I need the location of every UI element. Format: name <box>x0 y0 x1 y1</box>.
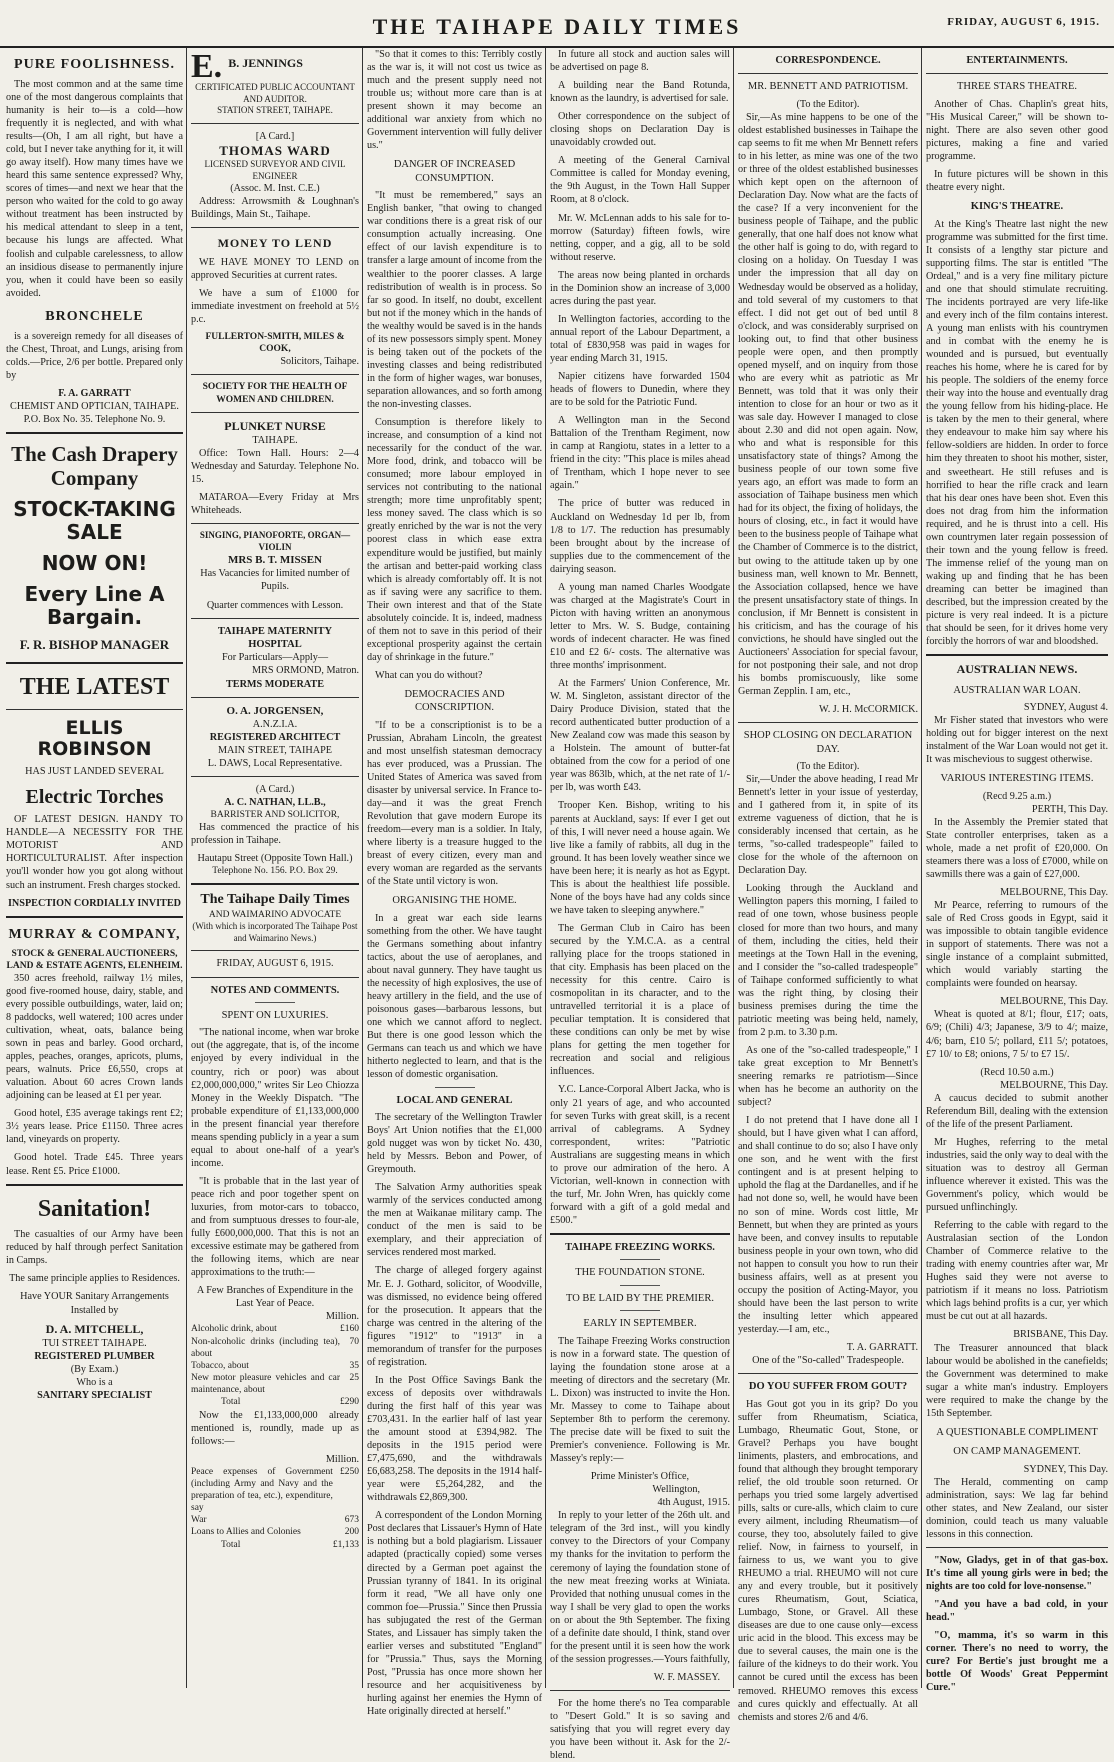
letter-signature: W. J. H. McCORMICK. <box>819 704 918 716</box>
missen-body: Has Vacancies for limited number of Pupils. <box>200 568 350 593</box>
divider <box>6 662 183 664</box>
jorgensen-architect: REGISTERED ARCHITECT <box>209 731 341 743</box>
article-paragraph: In future pictures will be shown in this theatre every night. <box>926 169 1108 194</box>
ad-landed: HAS JUST LANDED SEVERAL <box>25 766 164 778</box>
article-paragraph: At the King's Theatre last night the new programme was submitted for the first time. It consists of a lengthy star picture and supporting films. The star is entitled "The Ordeal," and is a very fine military picture and one that should stimulate recruiting. The incidents portrayed are very life-like and every inch of the film contains interest. A young man enlists with his countrymen and in combat with the enemy he is wounded and is pursued, but eventually reaches his home, where he is cared for by his people. The soldiers of the enemy force their way into the house and eventually drag the young fellow from his hiding-place. He is taken by the men to their general, where they endeavour to make him say where his fellow-soldiers are hidden. In order to force him they threaten to shoot his mother, sister, and sweetheart. He still refuses and is horrified to hear the rifle crack and learn that his dear ones have been shot. Even this does not drag from him the information required, and he is thrust into a cell. His own countrymen later regain possession of their town and the young fellow is freed. The immense relief of the young man on waking up and finding that he has been dreaming can better be imagined than described, but the impression created by the picture is very real indeed. It is a picture that should be seen, for it drives home very forcibly the horrors of war and bloodshed. <box>926 218 1108 648</box>
garratt-contact: P.O. Box No. 35. Telephone No. 9. <box>23 413 166 425</box>
pm-office: Prime Minister's Office, <box>590 1471 690 1483</box>
article-paragraph: Mr Hughes, referring to the metal industries, said the only way to deal with the situation was to destroy all German influence wherever it existed. This was the Government's policy, which would be pursued unflinchingly. <box>926 1136 1108 1214</box>
divider <box>620 1259 660 1260</box>
ad-sanitation-body-3: Have YOUR Sanitary Arrangements Installed by <box>20 1291 169 1316</box>
jennings-name: B. JENNINGS <box>228 56 303 70</box>
headline-various-items: VARIOUS INTERESTING ITEMS. <box>940 773 1094 785</box>
divider <box>191 523 359 524</box>
expense-item: New motor pleasure vehicles and car maintenance, about <box>191 1373 340 1396</box>
subhead-premier: TO BE LAID BY THE PREMIER. <box>566 1292 714 1304</box>
money-to-lend-head: MONEY TO LEND <box>217 236 333 251</box>
news-item: A meeting of the General Carnival Committee is called for Monday evening, the 9th August, in the Town Hall Supper Room, at 8 o'clock. <box>550 155 730 206</box>
headline-danger: DANGER OF INCREASED CONSUMPTION. <box>393 159 516 184</box>
headline-war-loan: AUSTRALIAN WAR LOAN. <box>953 684 1081 696</box>
table-row <box>191 1323 359 1335</box>
ad-mitchell: D. A. MITCHELL, <box>45 1321 144 1336</box>
subhead-foundation: THE FOUNDATION STONE. <box>575 1267 705 1279</box>
divider <box>926 1547 1108 1548</box>
ward-title: LICENSED SURVEYOR AND CIVIL ENGINEER <box>204 159 346 181</box>
cure-advert-line: "O, mamma, it's so warm in this corner. There's no need to worry, the cure? For Bertie's just brought me a bottle Of Woods' Great Peppermint Cure." <box>926 1630 1108 1694</box>
issue-date: FRIDAY, AUGUST 6, 1915. <box>947 16 1100 28</box>
news-item: Y.C. Lance-Corporal Albert Jacka, who is only 21 years of age, and who accounted for seven Turks with great skill, is a recent arrival of cablegrams. A Sydney correspondent, writes: "Patriotic Australians are suggesting means in which to prove our admiration of the hero. A Victorian, well-known in connection with the turf, Mr. John Wren, has quickly come forward with a gift of a gold medal and £500." <box>550 1084 730 1226</box>
paper-nameplate: The Taihape Daily Times <box>200 892 350 908</box>
ward-address: Address: Arrowsmith & Loughnan's Buildings, Main St., Taihape. <box>191 196 359 221</box>
card-label: [A Card.] <box>255 130 295 142</box>
article-paragraph: A correspondent of the London Morning Post declares that Lissauer's Hymn of Hate is nothing but a bold plagiarism. Lissauer adapted (practically copied) some verses directed by a German poet against the Prussian tyranny of 1841. In its original form it read, "We all have only one common foe—Prussia." Since then Prussia has subjugated the rest of the German States, and Lissauer has simply taken the earlier verses and substituted "England" for "Prussia." Thus, says the Morning Post, "Prussia has once more shown her resource and her acquisitiveness by hurling against her enemies the Hymn of Hate originally directed at herself." <box>367 1510 542 1718</box>
divider <box>191 123 359 124</box>
divider <box>435 1087 475 1088</box>
divider <box>550 1690 730 1691</box>
column-6 <box>926 48 1108 1694</box>
jorgensen-anzia: A.N.Z.I.A. <box>252 718 298 730</box>
headline-spent-luxuries: SPENT ON LUXURIES. <box>221 1009 329 1021</box>
article-paragraph: The charge of alleged forgery against Mr. E. J. Gothard, solicitor, of Woodville, was dismissed, no evidence being offered for the prosecution. It appears that the charge was centred in the altering of the figures "1912" to "1913" in a memorandum of transfer for the purposes of registration. <box>367 1265 542 1368</box>
expense-item: Peace expenses of Government (including Army and Navy and the preparation of tea, etc.), expenditure, say <box>191 1466 333 1514</box>
received-time: (Recd 9.25 a.m.) <box>982 790 1052 802</box>
expenditure-caption: A Few Branches of Expenditure in the Last Year of Peace. <box>196 1285 354 1310</box>
headline-bronchele: BRONCHELE <box>45 308 144 324</box>
jennings-address: STATION STREET, TAIHAPE. <box>217 105 333 116</box>
now-body: Now the £1,133,000,000 already mentioned is, roundly, made up as follows:— <box>191 1409 359 1447</box>
table-row <box>191 1372 359 1396</box>
dateline: MELBOURNE, This Day. <box>1000 1079 1108 1091</box>
column-4 <box>550 48 730 1762</box>
ad-every-line: Every Line A Bargain. <box>24 582 165 630</box>
ward-name: THOMAS WARD <box>219 142 331 158</box>
article-foolishness-body: The most common and at the same time one of the most dangerous complaints that humanity is heir to—is a cold—how frequently it is neglected, and with what results—(Oh, I am all right, but have a cold, but I never take anything for it, it will go away itself). How many times have we heard this same sentence expressed? Why, scores of times—and next we hear that the person who waited for the cold to go away without treatment has been instructed by his medical attendant to sleep in a tent, because his lungs are affected. What foolish and culpable carelessness, to allow an insidious disease to permanently injure you, when it could have been so easily avoided. <box>6 78 183 299</box>
divider <box>620 1285 660 1286</box>
divider <box>255 1002 295 1003</box>
ad-inspection: INSPECTION CORDIALLY INVITED <box>7 897 182 909</box>
expense-item: Non-alcoholic drinks (including tea), about <box>191 1336 340 1359</box>
column-1 <box>6 48 183 1688</box>
headline-shop-closing: SHOP CLOSING ON DECLARATION DAY. <box>743 730 913 755</box>
article-paragraph: Referring to the cable with regard to the Australasian section of the London Chamber of Commerce relative to the trading with enemy countries after war, Mr Hughes said they were not averse to patriotism if it means no loss. Patriotism which lags behind profits is a cur, yer which must be cut out at all hazards. <box>926 1220 1108 1323</box>
article-paragraph: Another of Chas. Chaplin's great hits, "His Musical Career," will be shown to-night. There are also seven other good pictures, making a fine and varied programme. <box>926 98 1108 163</box>
divider <box>620 1310 660 1311</box>
ad-stocktaking-sale: STOCK-TAKING SALE <box>13 497 176 545</box>
news-item: A building near the Band Rotunda, known as the laundry, is advertised for sale. <box>550 80 730 105</box>
column-rule <box>921 48 922 1688</box>
divider <box>191 977 359 978</box>
article-paragraph: Consumption is therefore likely to increase, and consumption of a kind not necessarily for the conduct of the war. More food, drink, and tobacco will be consumed; more labour employed in services not contributing to the national strength; more time unprofitably spent; less money saved. The class which is so greatly enriched by the war is not the very poorest class in which ease extra expenditure would be justified, but mainly the artisan and better-paid working class which is already comfortably off. It is not as if saving were any sacrifice to them. Their own interest and that of the State absolutely coincide. It is, indeed, madness of them not to save in this period of their exceptional prosperity against the certain day of shrinkage in the future." <box>367 417 542 663</box>
article-paragraph: The Herald, commenting on camp administration, says: We lag far behind other states, and New Zealand, our sister dominion, could teach us many valuable lessons in this connection. <box>926 1476 1108 1540</box>
letter-body: As one of the "so-called tradespeople," I take great exception to Mr Bennett's sneering remarks re patriotism—Since when has he become an authority on the subject? <box>738 1044 918 1109</box>
nathan-body: Has commenced the practice of his profession in Taihape. <box>191 822 359 847</box>
divider <box>191 950 359 951</box>
news-item: Napier citizens have forwarded 1504 heads of flowers to Dunedin, where they are to be sold for the Patriotic Fund. <box>550 371 730 409</box>
table-row <box>191 1514 359 1526</box>
missen-quarter: Quarter commences with Lesson. <box>206 599 344 611</box>
paper-incorporated: (With which is incorporated The Taihape Post and Waimarino News.) <box>192 921 358 943</box>
cure-advert-line: "Now, Gladys, get in of that gas-box. It's time all young girls were in bed; the nights are too cold for love-nonsense." <box>926 1554 1108 1593</box>
ad-murray-sub: STOCK & GENERAL AUCTIONEERS, LAND & ESTATE AGENTS, ELENHEIM. <box>6 948 183 971</box>
pm-place: Wellington, <box>652 1484 700 1496</box>
massey-signature: W. F. MASSEY. <box>653 1671 720 1683</box>
headline-entertainments: ENTERTAINMENTS. <box>966 55 1068 66</box>
gout-advert-body: Has Gout got you in its grip? Do you suffer from Rheumatism, Sciatica, Lumbago, Rheumatic Gout, Stone, or Gravel? Perhaps you have bought liniments, plasters, and embrocations, and found that although they brought temporary relief, the old trouble soon returned. Or perhaps you tried some largely advertised pills, salts or cure-alls, which claim to cure every ailment, including Rheumatism—of course, they too, absolutely failed to give relief. Now, in fairness to yourself, in fairness to us, we want you to give RHEUMO a trial. RHEUMO will not cure any and every trouble, but it positively cures Rheumatism, Gout, Sciatica, Lumbago, Stone, or Gravel. All these diseases are due to one cause only—excess uric acid in the blood. This excess may be due to several causes, the main one is the failure of the kidneys to do their work. You cannot be cured until the excess has been removed. RHEUMO removes this excess and cures quickly and effectually. At all chemists and stores 2/6 and 4/6. <box>738 1398 918 1723</box>
letter-body: Sir,—As mine happens to be one of the oldest established businesses in Taihape the cap seems to fit me when Mr Bennett refers to in his letter, as mine was one of the two or three of the oldest established businesses which kept open on the afternoon of Declaration Day. Now what are the facts of the case? If a very inconvenient for the business people of Taihape, and the public generally, that one half does not know what the other half is going to do, with regard to closing on a holiday. On Tuesday I was under the impression that all day on Wednesday would be observed as a holiday, and told several of my customers to that effect. I did not get out of bed until 8 o'clock, and was considerably surprised on looking out, to find that other business people were open, and then promptly opened myself, and on inquiry from those who are every whit as patriotic as Mr Bennett, was told that it was only their intention to close for an hour or two as it was sale day. However I managed to close about 2.30 and did not open again. Now, who and what is responsible for this unsatisfactory state of things? Among the business people of our town some five years ago, an effort was made to form an association of Taihape business men which had for its object, the fixing of holidays, the hours of closing, etc., in fact it would have been to the business people of Taihape what the Chamber of Commerce is to the district, but owing to the attitude taken up by one business man, well known to Mr. Bennett, the Association collapsed, hence we have the present unsatisfactory state of things. In conclusion, if Mr Bennett is consistent in his criticism, and has the courage of his convictions, he should have singled out the Auctioneers' Association for special favour, for not postponing their sale, and not drop his bombs promiscuously, like some German Zepplin. I am, etc., <box>738 111 918 697</box>
article-paragraph: The Treasurer announced that black labour would be abolished in the canefields; the Government was determined to make sugar a white man's industry. Employers were required to make the change by the 15th September. <box>926 1342 1108 1419</box>
ad-plumber: REGISTERED PLUMBER <box>34 1350 155 1362</box>
subhead-camp-management: ON CAMP MANAGEMENT. <box>953 1446 1081 1458</box>
ad-murray-listing-2: Good hotel, £35 average takings rent £2; 3½ years lease. Price £1150. Three acres land, vineyards on property. <box>6 1108 183 1146</box>
total-amount: £290 <box>340 1397 359 1408</box>
subhead-september: EARLY IN SEPTEMBER. <box>583 1318 697 1330</box>
divider <box>191 618 359 619</box>
spent-body-1: "The national income, when war broke out (the aggregate, that is, of the income enjoyed by every individual in the country, rich or poor) was about £2,000,000,000," writes Sir Leo Chiozza Money in the Weekly Dispatch. "The probable expenditure of £1,133,000,000 in the present financial year therefore means spending publicly in a year a sum equal to about one-half of a year's income. <box>191 1027 359 1169</box>
ad-murray-listing-1: 350 acres freehold, railway 1½ miles, good five-roomed house, dairy, stable, and every possible outbuildings, water, laid on; 8 paddocks, well watered; 100 acres under cultivation, wheat, oats, balance being sown in peas and barley. Good orchard, apples, peaches, oranges, apricots, plums, pears, walnuts. Price £6,550, crops at valuation. About 60 acres Crown lands adjoining can be leased at £1 per year. <box>6 972 183 1102</box>
ad-specialist: SANITARY SPECIALIST <box>37 1390 152 1402</box>
divider <box>191 776 359 777</box>
article-paragraph: Mr Fisher stated that investors who were holding out for bigger interest on the next instalment of the War Loan would not get it. It was mischevious to suggest otherwise. <box>926 715 1108 766</box>
expense-amount: £250 <box>340 1466 359 1477</box>
expense-amount: 35 <box>349 1360 359 1371</box>
headline-australian-news: AUSTRALIAN NEWS. <box>956 662 1078 677</box>
singing-head: SINGING, PIANOFORTE, ORGAN—VIOLIN <box>199 530 351 552</box>
newspaper-title: THE TAIHAPE DAILY TIMES <box>372 14 742 39</box>
ad-ellis-robinson: ELLIS ROBINSON <box>37 716 152 761</box>
article-paragraph: "If to be a conscriptionist is to be a Prussian, Abraham Lincoln, the greatest and most unselfish statesman democracy has ever produced, was a Prussian. The United States of America was saved from disaster by universal service. In France to-day—and it was the great French Revolution that gave modern Europe its freedom—every man is a soldier. In Italy, where liberty is a treasure hugged to the breast of every citizen, every man and every woman are regarded as the servants of the State until victory is won. <box>367 719 542 888</box>
column-2 <box>191 48 359 1688</box>
expense-amount: 673 <box>344 1515 359 1526</box>
ad-murray-company: MURRAY & COMPANY, <box>8 926 181 942</box>
money-sub: WE HAVE MONEY TO LEND on approved Securities at current rates. <box>191 256 359 281</box>
news-item: At the Farmers' Union Conference, Mr. W. M. Singleton, assistant director of the Dairy Produce Division, stated that the record authenticated butter production of a New Zealand cow was made this season by a Holstein. The amount of butter-fat obtained from the cow for a period of one year was 863lb, which, at the net rate of 1/- per lb, was worth £43. <box>550 678 730 794</box>
divider <box>6 709 183 710</box>
article-paragraph: "So that it comes to this: Terribly costly as the war is, it will not cost us twice as much and the present supply need not trouble us; without more care than is at present shown it may become an additional war anxiety from which no Government intervention will fully deliver us." <box>367 49 542 152</box>
expense-amount: 25 <box>349 1373 359 1384</box>
ad-electric-torches: Electric Torches <box>25 786 164 809</box>
expense-item: Alcoholic drink, about <box>191 1324 277 1335</box>
ad-who: Who is a <box>76 1377 113 1389</box>
divider <box>191 374 359 375</box>
letter-body: Sir,—Under the above heading, I read Mr Bennett's letter in your issue of yesterday, and I gathered from it, in spite of its extreme vagueness of diction, that he is considerably incensed that certain, as he terms, "so-called tradespeople" failed to close for the whole of the afternoon on Declaration Day. <box>738 774 918 877</box>
tea-advert: For the home there's no Tea comparable to "Desert Gold." It is so saving and satisfying that you will regret every day you have been without it. Ask for the 2/- blend. <box>550 1697 730 1762</box>
jorgensen-rep: L. DAWS, Local Representative. <box>207 757 343 769</box>
plunket-mataroa: MATAROA—Every Friday at Mrs Whiteheads. <box>191 492 359 517</box>
column-5 <box>738 48 918 1723</box>
headline-gout: DO YOU SUFFER FROM GOUT? <box>748 1381 908 1393</box>
bronchele-body: is a sovereign remedy for all diseases of the Chest, Throat, and Lungs, arising from colds.—Price, 2/6 per bottle. Prepared only by <box>6 330 183 381</box>
headline-notes: NOTES AND COMMENTS. <box>210 984 340 996</box>
nathan-telephone: Telephone No. 156. P.O. Box 29. <box>212 866 338 877</box>
article-paragraph: In the Post Office Savings Bank the excess of deposits over withdrawals during the first half of this year was £703,431. In the earlier half of last year the amount stood at £394,982. The deposits in the 1915 period were £7,475,690, and the withdrawals £6,683,258. The deposits in the 1914 half-year were £5,264,282, and the withdrawals £2,869,300. <box>367 1374 542 1504</box>
article-paragraph: A caucus decided to submit another Referendum Bill, dealing with the extension of the life of the present Parliament. <box>926 1092 1108 1130</box>
paper-date: FRIDAY, AUGUST 6, 1915. <box>216 958 334 970</box>
garratt-title: CHEMIST AND OPTICIAN, TAIHAPE. <box>10 400 179 412</box>
maternity-terms: TERMS MODERATE <box>225 678 324 690</box>
news-item: In future all stock and auction sales will be advertised on page 8. <box>550 49 730 74</box>
headline-kings-theatre: KING'S THEATRE. <box>970 201 1064 213</box>
ad-murray-listing-3: Good hotel. Trade £45. Three years lease. Rent £5. Price £1000. <box>6 1152 183 1177</box>
headline-bennett: MR. BENNETT AND PATRIOTISM. <box>747 81 909 93</box>
article-paragraph: The Salvation Army authorities speak warmly of the services conducted among the men at Waikanae military camp. The conduct of the men is said to be exemplary, and their appreciation of services rendered most marked. <box>367 1182 542 1259</box>
jorgensen-address: MAIN STREET, TAIHAPE <box>218 744 332 756</box>
expense-amount: 200 <box>344 1527 359 1538</box>
ad-sanitation-body-2: The same principle applies to Residences. <box>9 1273 180 1285</box>
headline-organising-home: ORGANISING THE HOME. <box>392 895 517 907</box>
news-item: Mr. W. McLennan adds to his sale for to-morrow (Saturday) fifteen fowls, wire netting, copper, and a gig, all to be sold without reserve. <box>550 212 730 263</box>
card-label: (A Card.) <box>255 783 295 795</box>
ad-manager: F. R. BISHOP MANAGER <box>19 637 170 653</box>
fullerton-title: Solicitors, Taihape. <box>280 356 359 368</box>
column-rule <box>186 48 187 1688</box>
ad-sanitation-body-1: The casualties of our Army have been reduced by half through perfect Sanitation in Camps. <box>6 1229 183 1267</box>
divider <box>191 697 359 698</box>
to-editor: (To the Editor). <box>796 98 860 110</box>
to-editor: (To the Editor). <box>796 760 860 772</box>
table-row <box>191 1539 359 1551</box>
paper-advocate: AND WAIMARINO ADVOCATE <box>208 910 342 921</box>
news-item: Trooper Ken. Bishop, writing to his parents at Auckland, says: If ever I get out of this, I will never need a house again. We live like a family of rabbits, all dug in the ground. It has been lovely weather since we have been here; it is nearly as hot as Egypt. This is about the healthiest life possible. None of the boys have had any colds since we have taken to sleeping anywhere." <box>550 800 730 916</box>
news-item: The areas now being planted in orchards in the Dominion show an increase of 3,000 acres during the past year. <box>550 269 730 307</box>
letter-signoff: One of the "So-called" Tradespeople. <box>752 1355 904 1367</box>
ad-cash-drapery: The Cash Drapery Company <box>11 441 178 491</box>
news-item: In Wellington factories, according to the annual report of the Labour Department, a total of £830,958 was paid in wages for year ending March 31, 1915. <box>550 313 730 364</box>
headline-three-stars: THREE STARS THEATRE. <box>956 81 1077 93</box>
news-item: The German Club in Cairo has been secured by the Y.M.C.A. as a central rallying place for the troops stationed in that city. Emphasis has been placed on the necessity for this centre. Cairo is cosmopolitan in its character, and to the untravelled territorial it is a place of peculiar temptation. It is considered that these conditions can only be met by wise plans for getting the men together for recreation and social and religious influences. <box>550 922 730 1078</box>
column-rule <box>362 48 363 1688</box>
ad-the-latest: THE LATEST <box>19 673 170 700</box>
masthead <box>0 0 1114 48</box>
dateline: BRISBANE, This Day. <box>1013 1329 1108 1341</box>
article-paragraph: In reply to your letter of the 26th ult. and telegram of the 3rd inst., will you kindly convey to the Directors of your Company my thanks for the invitation to perform the ceremony of laying the foundation stone of the new meat freezing works at Winiata. Provided that nothing unusual comes in the way I shall be very glad to open the works on or about the 9th September. The fixing of a definite date should, I think, stand over for the present until it is seen how the work of the session progresses.—Yours faithfully, <box>550 1510 730 1665</box>
expense-item: War <box>191 1515 207 1526</box>
jennings-title: CERTIFICATED PUBLIC ACCOUNTANT AND AUDITOR. <box>195 82 355 104</box>
ad-torches-body: OF LATEST DESIGN. HANDY TO HANDLE—A NECESSITY FOR THE MOTORIST AND HORTICULTURALIST. After inspection you'll wonder how you got along without such an instrument. Fresh charges stocked. <box>6 814 183 891</box>
divider <box>6 1184 183 1186</box>
total-label: Total <box>221 1539 241 1550</box>
article-paragraph: The Taihape Freezing Works construction is now in a forward state. The question of laying the foundation stone arose at a meeting of directors and the secretary (Mr. L. Dixon) was instructed to invite the Hon. Mr. Massey to come to Taihape about September 8th to perform the ceremony. The precise date will be fixed to suit the Premier's convenience. Following is Mr. Massey's reply:— <box>550 1335 730 1465</box>
expense-item: Tobacco, about <box>191 1360 249 1371</box>
news-item: A Wellington man in the Second Battalion of the Trentham Regiment, now in camp at Rangiotu, states in a letter to a friend in the city: "This place is miles ahead of Trentham, which I hope never to see again." <box>550 415 730 492</box>
table-row <box>191 1396 359 1408</box>
cure-advert-line: "And you have a bad cold, in your head." <box>926 1599 1108 1624</box>
expenditure-unit: Million. <box>325 1311 359 1323</box>
divider <box>550 1233 730 1235</box>
total-amount: £1,133 <box>332 1539 359 1550</box>
ward-assoc: (Assoc. M. Inst. C.E.) <box>230 183 320 195</box>
letter-body: Looking through the Auckland and Wellington papers this morning, I failed to read of one town, whose business people closed for more than two hours, and many of them, including the cities, held their meetings at the Town Hall in the evening, and I consider the "so-called tradespeople" of Taihape conformed sufficiently to what was the right thing, by closing their business premises during the time the patriotic meeting was being held, namely, from 2 p.m. to 3.30 p.m. <box>738 883 918 1038</box>
dateline: MELBOURNE, This Day. <box>1000 996 1108 1008</box>
divider <box>738 722 918 723</box>
total-label: Total <box>221 1397 241 1408</box>
dateline: SYDNEY, This Day. <box>1023 1463 1108 1475</box>
expense-item: Loans to Allies and Colonies <box>191 1527 301 1538</box>
headline-correspondence: CORRESPONDENCE. <box>775 55 881 66</box>
expenditure-table-1 <box>191 1323 359 1408</box>
ad-mitchell-addr: TUI STREET TAIHAPE. <box>42 1337 147 1349</box>
expense-amount: 70 <box>349 1336 359 1347</box>
ad-now-on: NOW ON! <box>41 551 148 576</box>
fullerton-name: FULLERTON-SMITH, MILES & COOK, <box>205 331 345 355</box>
article-paragraph: In the Assembly the Premier stated that State controller enterprises, taken as a whole, made a net profit of £20,000. On steamers there was a loss of £7000, while on sawmills there was a gain of £27,000. <box>926 816 1108 880</box>
article-paragraph: In a great war each side learns something from the other. We have taught the Germans something about infantry tactics, about the use of aeroplanes, and about naval gunnery. They have taught us the necessity of high explosives, the use of heavy artillery in the field, and the use of poisonous gases—barbarous lessons, but one which we cannot afford to neglect. But there is one good lesson which the Germans can teach us and which we have hitherto neglected to learn, and that is the lesson of domestic organisation. <box>367 912 542 1081</box>
news-item: Other correspondence on the subject of closing shops on Declaration Day is unavoidably crowded out. <box>550 111 730 149</box>
column-3 <box>367 48 542 1718</box>
article-paragraph: Mr Pearce, referring to rumours of the sale of Red Cross goods in Egypt, said it was impossible to obtain tangible evidence in support of statements. There was not a single instance of a complaint submitted, which would variably starting the complaints were founded on hearsay. <box>926 900 1108 990</box>
article-paragraph: "It must be remembered," says an English banker, "that owing to changed war conditions there is a great risk of our consumption actually increasing. One effect of our lavish expenditure is to transfer a large amount of income from the wealthier to the poorer classes. A large redistribution of wealth is in process. So far so good. In itself, no doubt, excellent but not if the money which in the hands of the wealthy would be saved is in the hands of its new possessors simply spent. Money is being taken out of the pockets of the investing classes and being redistributed in the form of higher wages, war bonuses, separation allowances, and so forth among the non-investing classes. <box>367 190 542 410</box>
maternity-matron: MRS ORMOND, Matron. <box>252 665 359 677</box>
dateline: SYDNEY, August 4. <box>1023 701 1108 713</box>
article-paragraph: What can you do without? <box>375 669 483 681</box>
society-head: SOCIETY FOR THE HEALTH OF WOMEN AND CHILDREN. <box>202 382 348 405</box>
column-rule <box>545 48 546 1688</box>
expense-amount: £160 <box>340 1324 359 1335</box>
headline-pure-foolishness: PURE FOOLISHNESS. <box>14 57 175 72</box>
ad-exam: (By Exam.) <box>70 1364 119 1375</box>
received-time: (Recd 10.50 a.m.) <box>980 1066 1054 1078</box>
plunket-town: TAIHAPE. <box>252 435 298 447</box>
maternity-head: TAIHAPE MATERNITY HOSPITAL <box>217 625 333 650</box>
plunket-head: PLUNKET NURSE <box>224 418 326 433</box>
ad-sanitation: Sanitation! <box>37 1195 152 1222</box>
dateline: MELBOURNE, This Day. <box>1000 886 1108 898</box>
headline-democracies: DEMOCRACIES AND CONSCRIPTION. <box>404 688 505 714</box>
divider <box>191 883 359 885</box>
table-row <box>191 1466 359 1515</box>
pm-date: 4th August, 1915. <box>657 1497 730 1509</box>
nathan-address: Hautapu Street (Opposite Town Hall.) <box>197 853 353 865</box>
divider <box>191 227 359 228</box>
plunket-body: Office: Town Hall. Hours: 2—4 Wednesday and Saturday. Telephone No. 15. <box>191 448 359 486</box>
table-row <box>191 1360 359 1372</box>
divider <box>926 654 1108 656</box>
missen-name: MRS B. T. MISSEN <box>227 554 323 567</box>
article-paragraph: Wheat is quoted at 8/1; flour, £17; oats, 6/9; (Chili) 4/3; Japanese, 3/9 to 4/; maize, 4/6; barn, £10 5/; pollard, £11 5/; potatoes, £7 10/ to £8; onions, 7 5/ to £7 15/. <box>926 1009 1108 1060</box>
maternity-apply: For Particulars—Apply— <box>221 652 329 664</box>
letter-signature: T. A. GARRATT. <box>846 1341 918 1353</box>
table-row <box>191 1526 359 1538</box>
garratt-name: F. A. GARRATT <box>58 387 131 399</box>
divider <box>6 916 183 918</box>
headline-local-general: LOCAL AND GENERAL <box>396 1094 513 1106</box>
spent-body-2: "It is probable that in the last year of peace rich and poor together spent on luxuries, from motor-cars to tobacco, and from sumptuous dresses to four-ale, fully £600,000,000. That this is not an excessive estimate may be gathered from the following items, which are near approximations to the truth:— <box>191 1175 359 1279</box>
divider <box>738 73 918 74</box>
jennings-initial: E. <box>191 48 223 85</box>
divider <box>6 432 183 434</box>
letter-body: I do not pretend that I have done all I should, but I have given what I can afford, and shall continue to do so; also I have only one son, and he went with the first contingent and is at present helping to uphold the flag at the Dardanelles, and if he had not done so, well, he would have been no son of mine. Words cost little, Mr Bennett, but when they are printed as yours have been, and convey insults to reputable business people in your own town, who did not happen to consult you how to run their business affairs, well as at present you occupy the position of Acting-Mayor, you should have been the last person to write the insulting letter which appeared yesterday.—I am, etc., <box>738 1115 918 1335</box>
headline-freezing-works: TAIHAPE FREEZING WORKS. <box>565 1241 715 1253</box>
dateline: PERTH, This Day. <box>1031 803 1108 815</box>
expenditure-unit: Million. <box>325 1453 359 1465</box>
expenditure-table-2 <box>191 1466 359 1551</box>
divider <box>191 412 359 413</box>
news-item: The price of butter was reduced in Auckland on Wednesday 1d per lb, from 1/8 to 1/7. The reduction has presumably been brought about by the increase of supplies due to the commencement of the dairying season. <box>550 498 730 575</box>
divider <box>926 73 1108 74</box>
news-item: A young man named Charles Woodgate was charged at the Magistrate's Court in Picton with having written an anonymous letter to Mrs. W. S. Budge, containing words of indecent character. He was fined £10 and £2 6/- costs. The alternative was three months' imprisonment. <box>550 581 730 672</box>
article-paragraph: The secretary of the Wellington Trawler Boys' Art Union notifies that the £1,000 gold nugget was won by ticket No. 430, held by Messrs. Bebon and Power, of Greymouth. <box>367 1111 542 1176</box>
nathan-name: A. C. NATHAN, LL.B., <box>224 796 326 808</box>
nathan-title: BARRISTER AND SOLICITOR, <box>210 809 340 820</box>
jorgensen-name: O. A. JORGENSEN, <box>226 704 324 717</box>
headline-questionable-compliment: A QUESTIONABLE COMPLIMENT <box>936 1426 1098 1438</box>
divider <box>738 1373 918 1374</box>
table-row <box>191 1336 359 1360</box>
column-rule <box>733 48 734 1688</box>
money-body: We have a sum of £1000 for immediate investment on freehold at 5½ p.c. <box>191 287 359 325</box>
